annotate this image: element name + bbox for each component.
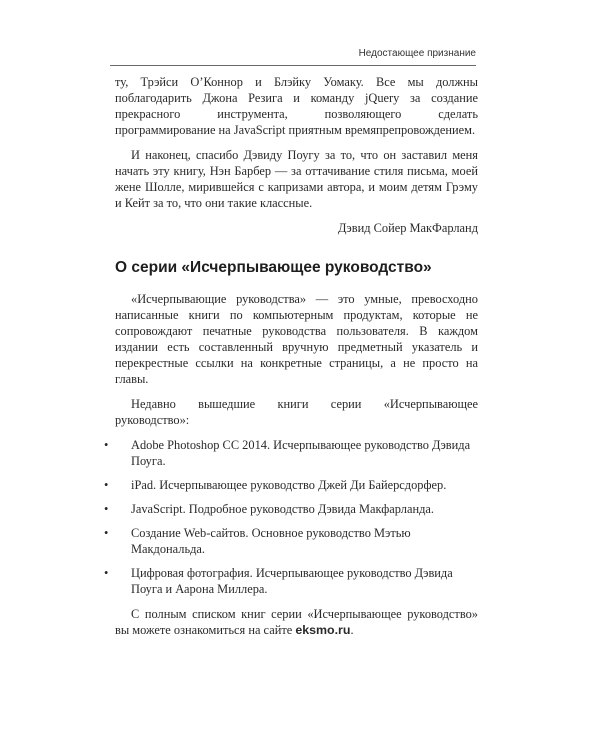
book-list-item [104,525,478,557]
bullet-icon: • [104,478,109,492]
bullet-icon: • [104,502,109,516]
book-title: Adobe Photoshop CC 2014. Исчерпывающее руководство Дэвида Поуга. [131,438,471,468]
bullet-icon: • [104,566,109,580]
closing-period: . [350,623,354,637]
website-link[interactable]: eksmo.ru [295,623,351,637]
acknowledgement-paragraph-continued: ту, Трэйси О’Коннор и Блэйку Уомаку. Все мы должны поблагодарить Джона Резига и команду jQuery за создание прекрасного инструмента, позволяющего сделать программирование на JavaScript приятным времяпрепровождением. [115,75,478,137]
book-title: JavaScript. Подробное руководство Дэвида Макфарланда. [131,502,435,516]
page-body [104,74,478,638]
section-heading: О серии «Исчерпывающее руководство» [115,259,432,276]
bullet-icon: • [104,526,109,540]
book-title: Создание Web-сайтов. Основное руководство Мэтью Макдональда. [131,526,411,556]
closing-paragraph [115,606,478,638]
book-list-item [104,501,478,517]
author-signature: Дэвид Сойер МакФарланд [337,221,478,235]
book-title: iPad. Исчерпывающее руководство Джей Ди Байерсдорфер. [131,478,447,492]
running-header: Недостающее признание [358,48,476,59]
series-intro-paragraph: «Исчерпывающие руководства» — это умные, превосходно написанные книги по компьютерным продуктам, которые не сопровождают печатные руководства пользователя. В каждом издании есть составленный вручную предметный указатель и перекрестные ссылки на конкретные страницы, а не просто на главы. [115,292,478,386]
book-title: Цифровая фотография. Исчерпывающее руководство Дэвида Поуга и Аарона Миллера. [131,566,453,596]
book-list-item [104,565,478,597]
book-list [104,437,478,597]
acknowledgement-paragraph-final: И наконец, спасибо Дэвиду Поугу за то, что он заставил меня начать эту книгу, Нэн Барбер — за оттачивание стиля письма, моей жене Шолле, мирившейся с капризами автора, и моим детям Грэму и Кейт за то, что они такие классные. [115,148,478,210]
book-list-item [104,477,478,493]
book-list-intro: Недавно вышедшие книги серии «Исчерпывающее руководство»: [115,397,478,427]
bullet-icon: • [104,438,109,452]
book-list-item [104,437,478,469]
closing-text: С полным списком книг серии «Исчерпывающее руководство» вы можете ознакомиться на сайте [115,607,478,637]
header-rule [110,65,476,66]
